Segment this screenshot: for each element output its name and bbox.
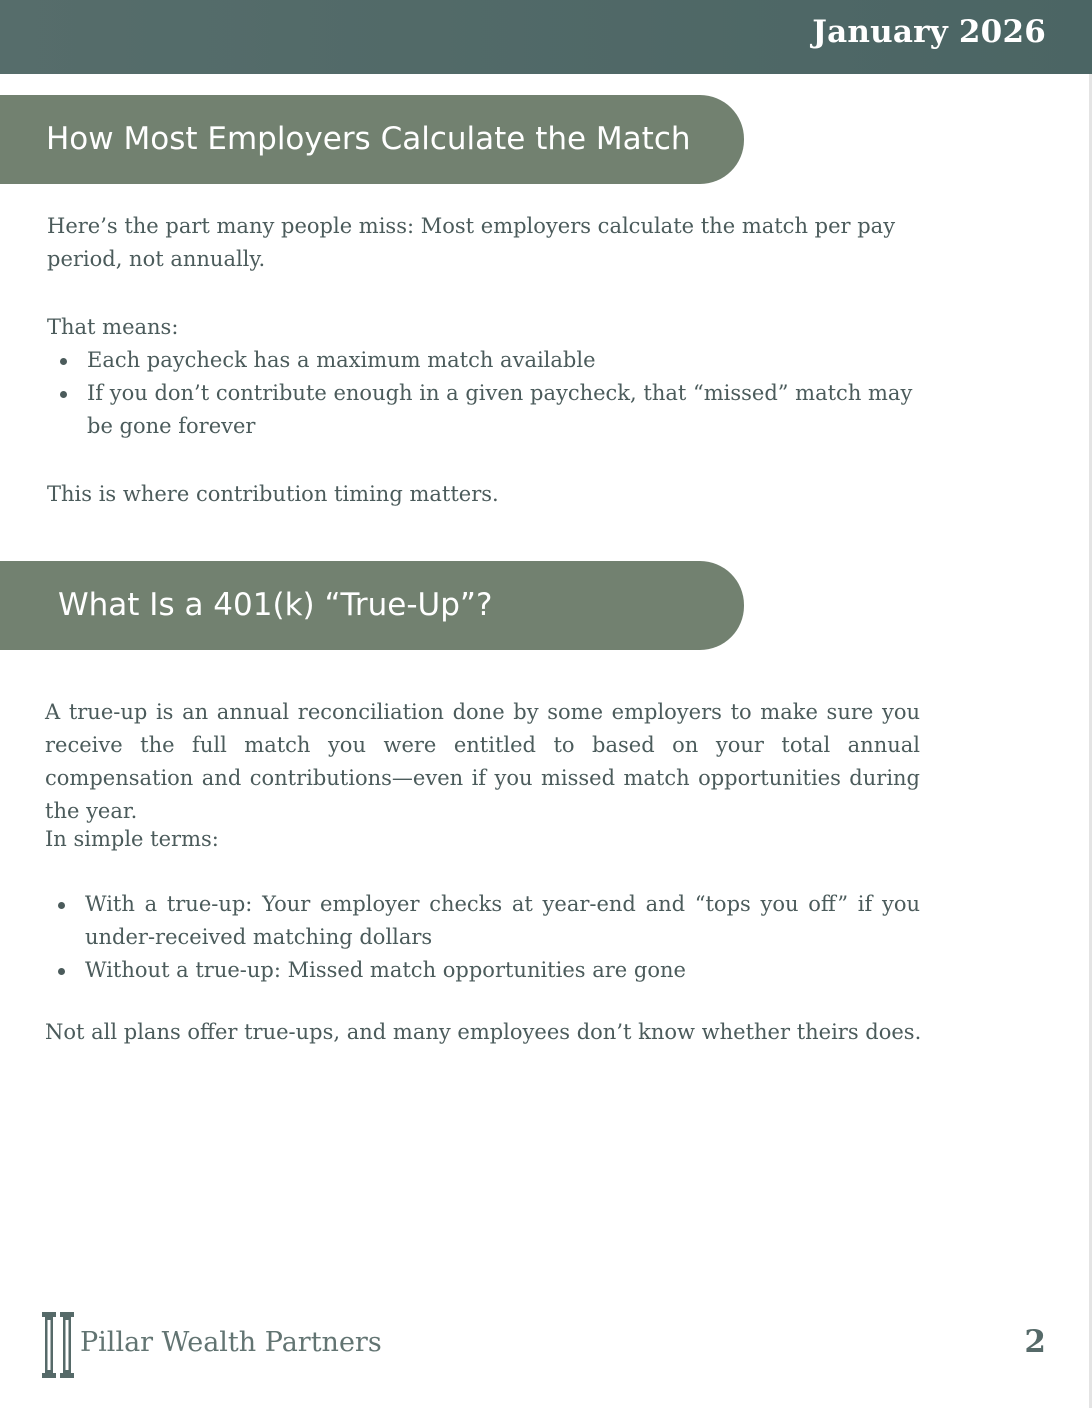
bullet-icon: [58, 902, 65, 909]
bullet-icon: [60, 358, 67, 365]
paragraph-lead: That means:: [47, 315, 179, 339]
brand-name: Pillar Wealth Partners: [80, 1327, 382, 1358]
list-item-text: If you don’t contribute enough in a given paycheck, that “missed” match may be gone forever: [87, 381, 913, 438]
list-item: [45, 888, 920, 954]
section-title: What Is a 401(k) “True-Up”?: [58, 587, 493, 623]
bullet-list: [45, 888, 920, 987]
paragraph-intro: A true-up is an annual reconciliation done by some employers to make sure you receive the full match you were entitled to based on your total annual compensation and contributions—even if you missed match opportunities during the year.: [45, 700, 920, 823]
list-item: [45, 954, 920, 987]
pillar-icon: [42, 1312, 76, 1378]
newsletter-date: January 2026: [812, 14, 1046, 50]
bullet-icon: [58, 968, 65, 975]
header-bar: [0, 0, 1092, 74]
list-item-text: Without a true-up: Missed match opportunities are gone: [85, 958, 686, 982]
list-item-text: With a true-up: Your employer checks at year-end and “tops you off” if you under-received matching dollars: [85, 892, 920, 949]
list-item: [47, 344, 927, 377]
paragraph-lead: In simple terms:: [45, 827, 219, 851]
paragraph-closing: This is where contribution timing matters.: [47, 482, 499, 506]
page-number: 2: [1024, 1324, 1046, 1360]
paragraph-closing: Not all plans offer true-ups, and many employees don’t know whether theirs does.: [45, 1020, 922, 1044]
list-item: [47, 377, 927, 443]
bullet-icon: [60, 391, 67, 398]
bullet-list: [47, 344, 927, 443]
section-banner-true-up: [0, 561, 744, 650]
section-title: How Most Employers Calculate the Match: [46, 121, 691, 157]
section-banner-employer-match: [0, 95, 744, 184]
paragraph-intro: Here’s the part many people miss: Most employers calculate the match per pay period, not annually.: [47, 214, 896, 271]
list-item-text: Each paycheck has a maximum match available: [87, 348, 596, 372]
